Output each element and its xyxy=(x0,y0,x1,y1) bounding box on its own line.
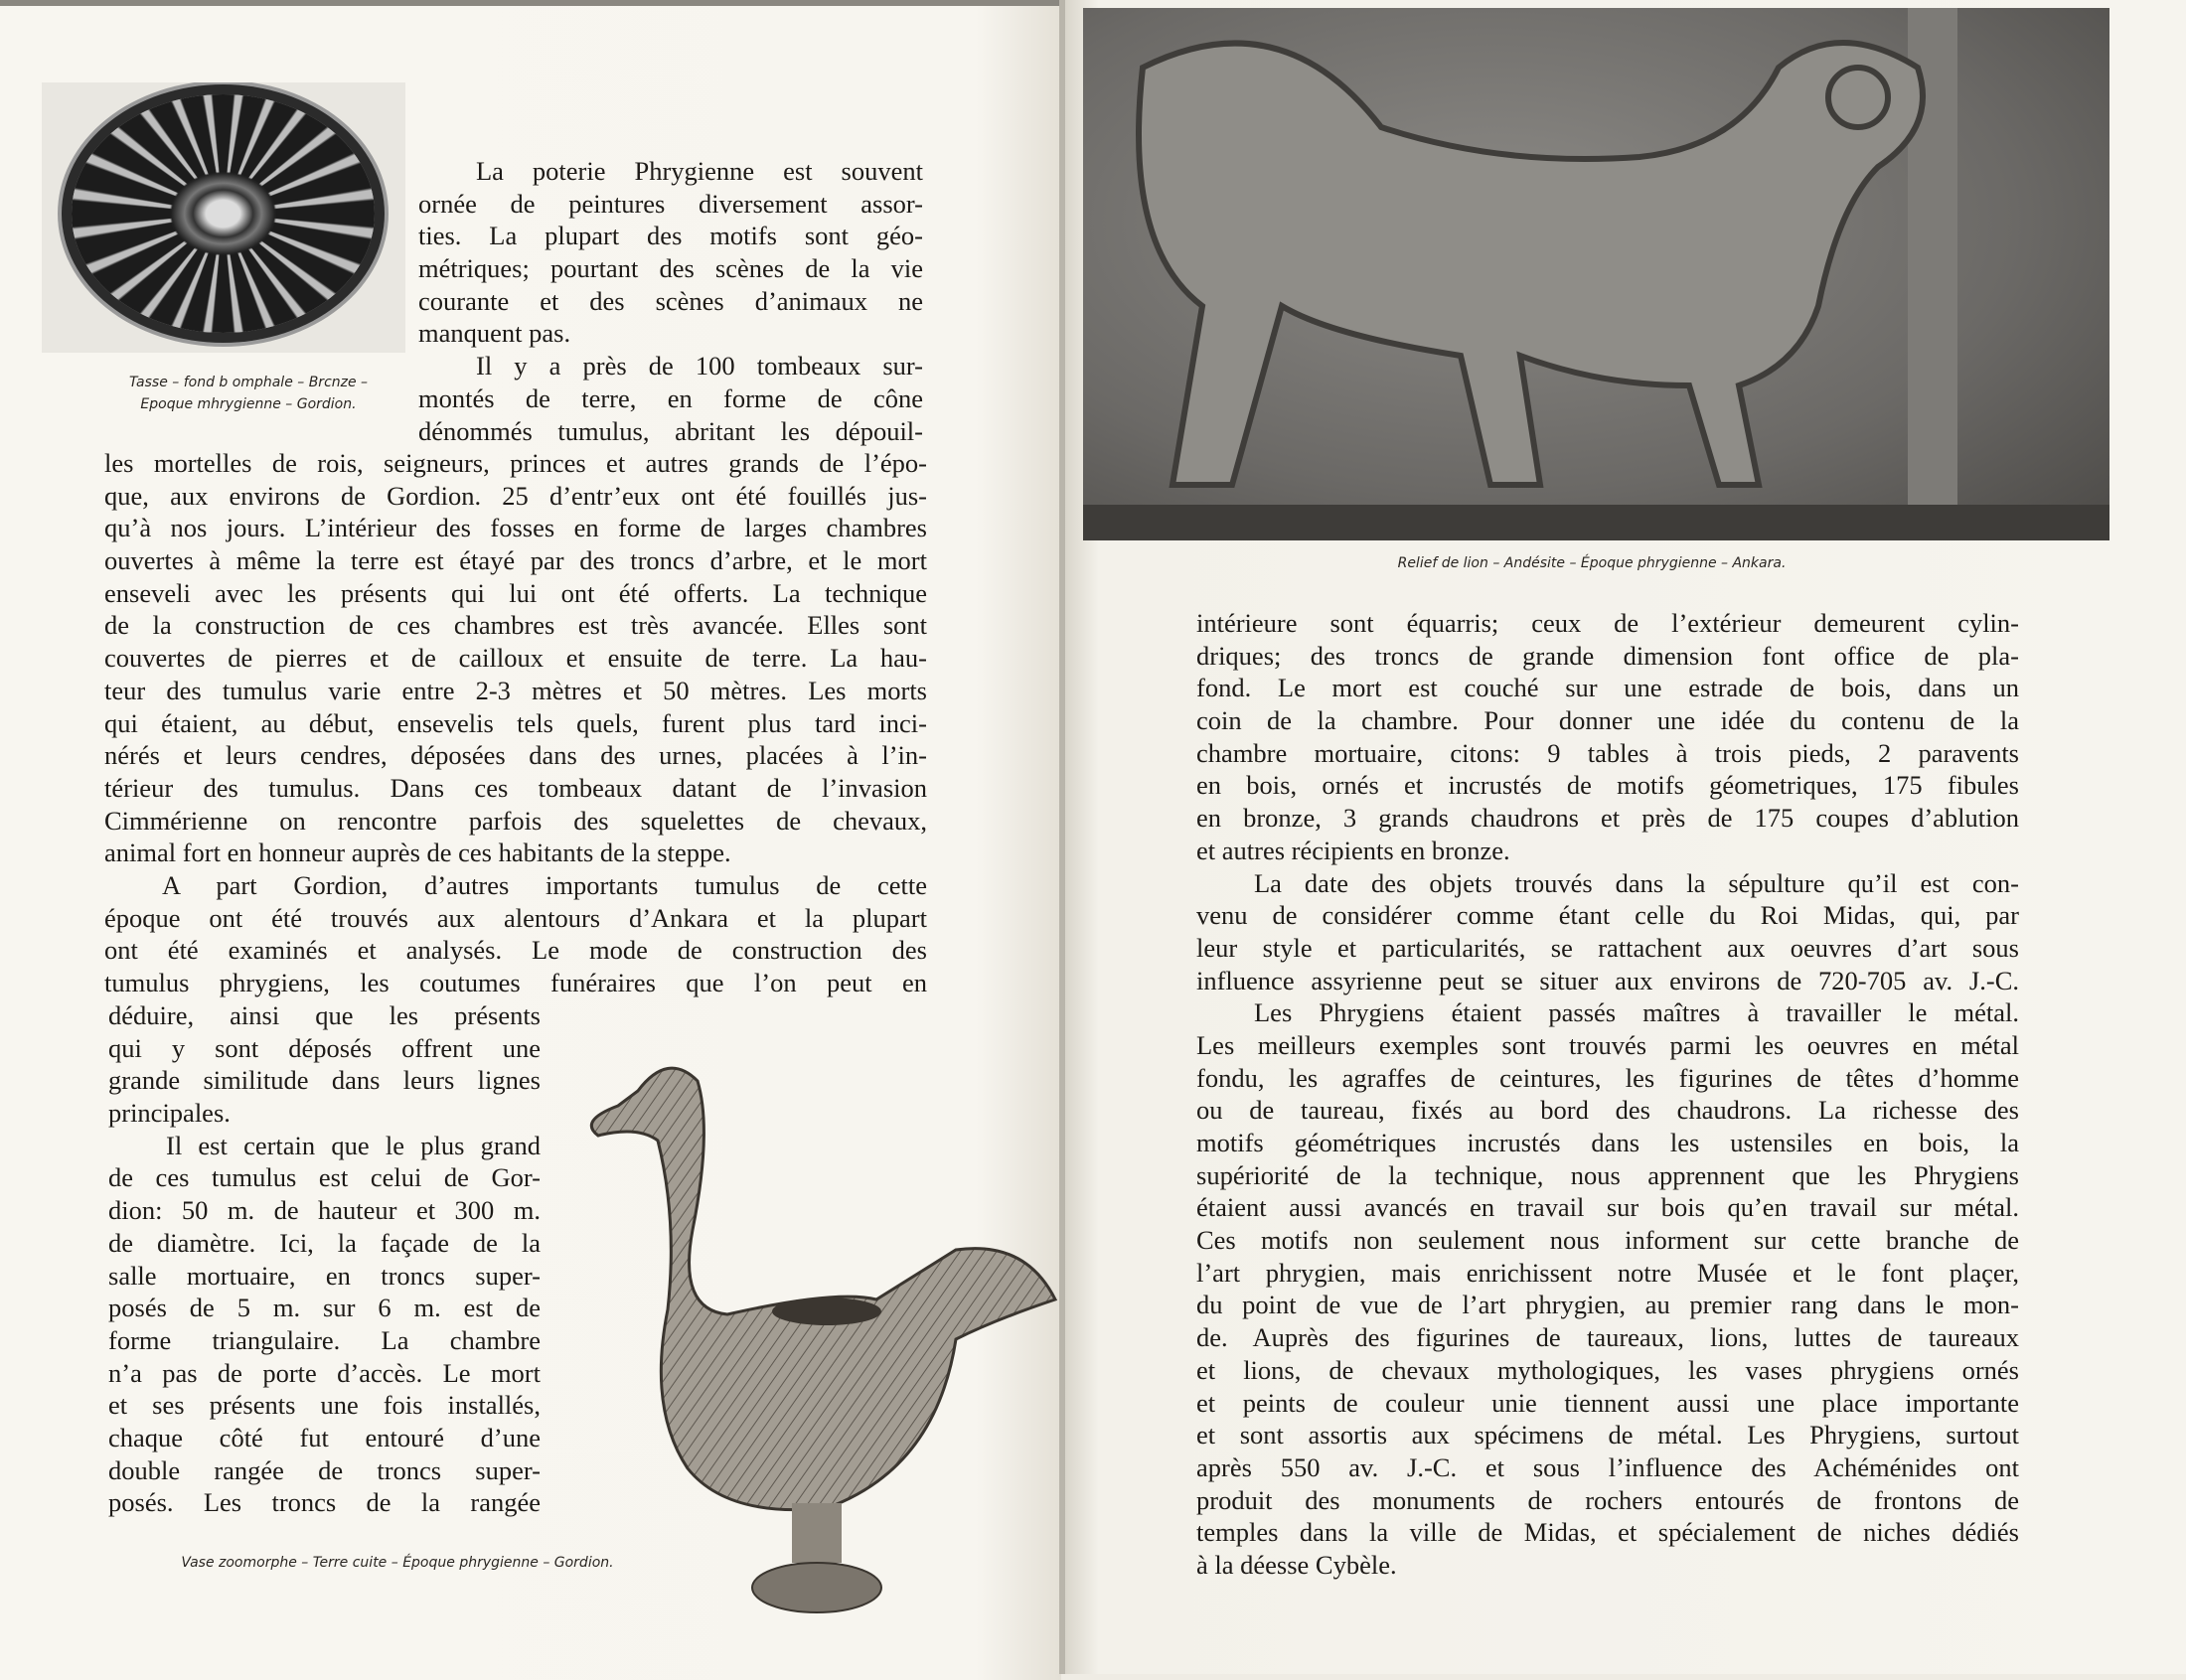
text-line: de diamètre. Ici, la façade de la xyxy=(108,1227,541,1258)
text-line: chaque côté fut entouré d’une xyxy=(108,1422,541,1452)
lion-caption: Relief de lion – Andésite – Époque phrygienne – Ankara. xyxy=(1397,555,1787,571)
text-column-full xyxy=(104,447,927,999)
text-line: tumulus phrygiens, les coutumes funéraires que l’on peut en xyxy=(104,968,927,997)
bowl-caption xyxy=(99,372,397,415)
text-line: l’art phrygien, mais enrichissent notre Musée et le font plaçer, xyxy=(1196,1257,2019,1288)
text-line: principales. xyxy=(108,1098,231,1129)
text-line: dénommés tumulus, abritant les dépouil- xyxy=(418,415,923,446)
text-line: du point de vue de l’art phrygien, au premier rang dans le mon- xyxy=(1196,1290,2019,1320)
text-line: supériorité de la technique, nous apprennent que les Phrygiens xyxy=(1196,1159,2019,1190)
text-line: qui y sont déposés offrent une xyxy=(108,1032,541,1063)
bowl-caption-line: Epoque mhrygienne – Gordion. xyxy=(140,396,357,412)
text-line: double rangée de troncs super- xyxy=(108,1454,541,1485)
text-line: et peints de couleur unie tiennent aussi une place importante xyxy=(1196,1387,2019,1418)
text-line: qui étaient, au début, ensevelis tels quels, furent plus tard inci- xyxy=(104,707,927,738)
text-line: à la déesse Cybèle. xyxy=(1196,1549,1397,1580)
text-line: animal fort en honneur auprès de ces habitants de la steppe. xyxy=(104,838,731,868)
text-line: les mortelles de rois, seigneurs, princes et autres grands de l’épo- xyxy=(104,448,927,478)
vase-caption: Vase zoomorphe – Terre cuite – Époque phrygienne – Gordion. xyxy=(181,1555,614,1571)
text-line: après 550 av. J.-C. et sous l’influence des Achéménides ont xyxy=(1196,1451,2019,1482)
text-line: motifs géométriques incrustés dans les ustensiles en bois, la xyxy=(1196,1128,2019,1157)
bowl-caption-line: Tasse – fond b omphale – Brcnze – xyxy=(128,375,369,390)
text-line: et sont assortis aux spécimens de métal. Les Phrygiens, surtout xyxy=(1196,1420,2019,1451)
text-line: que, aux environs de Gordion. 25 d’entr’eux ont été fouillés jus- xyxy=(104,480,927,511)
text-line: temples dans la ville de Midas, et spécialement de niches dédiés xyxy=(1196,1517,2019,1548)
text-line: époque ont été trouvés aux alentours d’Ankara et la plupart xyxy=(104,902,927,933)
text-line: qu’à nos jours. L’intérieur des fosses en forme de larges chambres xyxy=(104,513,927,543)
text-line: influence assyrienne peut se situer aux environs de 720-705 av. J.-C. xyxy=(1196,965,2019,995)
left-page xyxy=(0,0,1061,1680)
text-line: fond. Le mort est couché sur une estrade de bois, dans un xyxy=(1196,673,2019,703)
text-line: en bronze, 3 grands chaudrons et près de 175 coupes d’ablution xyxy=(1196,803,2019,834)
text-line: nérés et leurs cendres, déposées dans des urnes, placées à l’in- xyxy=(104,740,927,771)
text-line: fondu, les agraffes de ceintures, les figurines de têtes d’homme xyxy=(1196,1062,2019,1093)
text-line: métriques; pourtant des scènes de la vie xyxy=(418,253,923,284)
text-line: ornée de peintures diversement assor- xyxy=(418,188,923,219)
lion-relief-photo xyxy=(1083,8,2109,540)
text-line: leur style et particularités, se rattachent aux oeuvres d’art sous xyxy=(1196,932,2019,963)
text-line: enseveli avec les présents qui lui ont été offerts. La technique xyxy=(104,577,927,608)
text-line: produit des monuments de rochers entourés de frontons de xyxy=(1196,1484,2019,1515)
text-line: montés de terre, en forme de cône xyxy=(418,382,923,413)
text-line: manquent pas. xyxy=(418,318,571,349)
text-line: Il y a près de 100 tombeaux sur- xyxy=(476,351,923,382)
text-line: couvertes de pierres et de cailloux et ensuite de terre. La hau- xyxy=(104,643,927,674)
text-line: dion: 50 m. de hauteur et 300 m. xyxy=(108,1195,541,1226)
text-line: Ces motifs non seulement nous informent sur cette branche de xyxy=(1196,1225,2019,1256)
text-line: A part Gordion, d’autres importants tumulus de cette xyxy=(162,869,927,900)
text-line: forme triangulaire. La chambre xyxy=(108,1324,541,1355)
text-line: courante et des scènes d’animaux ne xyxy=(418,285,923,316)
text-line: chambre mortuaire, citons: 9 tables à trois pieds, 2 paravents xyxy=(1196,737,2019,768)
text-column-top xyxy=(418,155,923,447)
text-line: ont été examinés et analysés. Le mode de construction des xyxy=(104,935,927,966)
text-line: de. Auprès des figurines de taureaux, lions, luttes de taureaux xyxy=(1196,1322,2019,1353)
zoomorphic-vase-photo xyxy=(578,1051,1059,1625)
text-line: en bois, ornés et incrustés de motifs géometriques, 175 fibules xyxy=(1196,770,2019,801)
text-line: déduire, ainsi que les présents xyxy=(108,1000,541,1030)
text-line: de ces tumulus est celui de Gor- xyxy=(108,1162,541,1193)
text-line: ouvertes à même la terre est étayé par des troncs d’arbre, et le mort xyxy=(104,545,927,576)
text-line: driques; des troncs de grande dimension font office de pla- xyxy=(1196,640,2019,671)
text-column-right xyxy=(1196,607,2019,1582)
text-line: Les meilleurs exemples sont trouvés parmi les oeuvres en métal xyxy=(1196,1029,2019,1060)
text-line: et autres récipients en bronze. xyxy=(1196,835,1510,865)
text-line: Il est certain que le plus grand xyxy=(166,1130,541,1160)
text-column-narrow xyxy=(108,999,541,1519)
text-line: grande similitude dans leurs lignes xyxy=(108,1065,541,1096)
text-line: et ses présents une fois installés, xyxy=(108,1390,541,1421)
text-line: térieur des tumulus. Dans ces tombeaux datant de l’invasion xyxy=(104,772,927,803)
bronze-bowl-photo xyxy=(42,82,405,353)
text-line: ties. La plupart des motifs sont géo- xyxy=(418,221,923,251)
text-line: étaient aussi avancés en travail sur bois qu’en travail sur métal. xyxy=(1196,1192,2019,1223)
text-line: coin de la chambre. Pour donner une idée du contenu de la xyxy=(1196,705,2019,736)
text-line: de la construction de ces chambres est très avancée. Elles sont xyxy=(104,610,927,641)
text-line: Cimmérienne on rencontre parfois des squelettes de chevaux, xyxy=(104,805,927,836)
text-line: posés de 5 m. sur 6 m. est de xyxy=(108,1293,541,1323)
text-line: n’a pas de porte d’accès. Le mort xyxy=(108,1357,541,1388)
text-line: La poterie Phrygienne est souvent xyxy=(476,156,923,186)
right-page xyxy=(1065,0,2186,1674)
text-line: salle mortuaire, en troncs super- xyxy=(108,1260,541,1291)
text-line: La date des objets trouvés dans la sépulture qu’il est con- xyxy=(1254,867,2019,898)
text-line: teur des tumulus varie entre 2-3 mètres et 50 mètres. Les morts xyxy=(104,675,927,705)
text-line: posés. Les troncs de la rangée xyxy=(108,1487,541,1518)
text-line: ou de taureau, fixés au bord des chaudrons. La richesse des xyxy=(1196,1095,2019,1126)
text-line: venu de considérer comme étant celle du Roi Midas, qui, par xyxy=(1196,900,2019,931)
text-line: intérieure sont équarris; ceux de l’extérieur demeurent cylin- xyxy=(1196,608,2019,638)
text-line: Les Phrygiens étaient passés maîtres à travailler le métal. xyxy=(1254,997,2019,1028)
text-line: et lions, de chevaux mythologiques, les vases phrygiens ornés xyxy=(1196,1354,2019,1385)
